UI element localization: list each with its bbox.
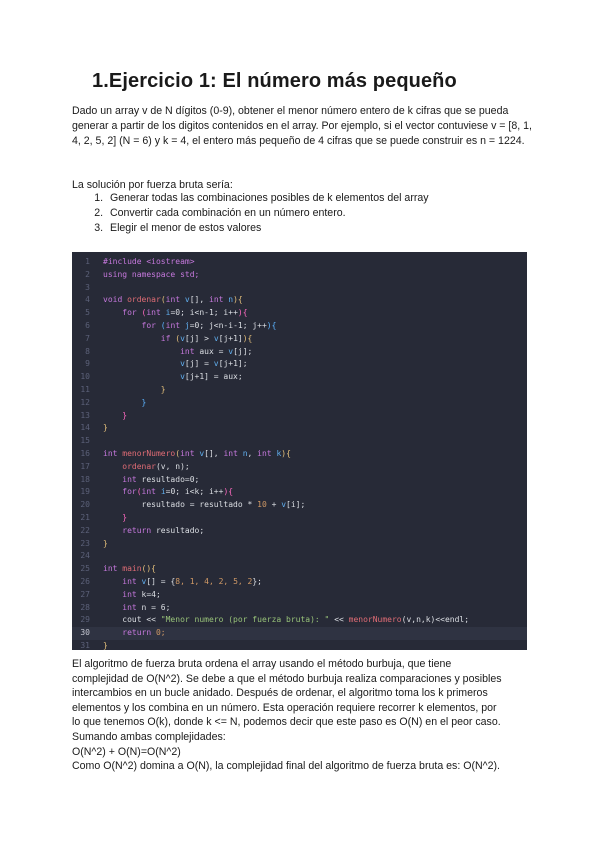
code-token: } [103,538,108,548]
analysis-line: El algoritmo de fuerza bruta ordena el array usando el método burbuja, que tiene [72,658,452,670]
code-text [103,346,252,359]
line-number: 4 [85,295,90,305]
code-token: v [213,359,219,369]
code-text [103,640,108,650]
code-line [72,602,527,615]
code-text [103,538,108,551]
code-token: =0; i<n-1; i++ [170,308,238,318]
code-token: 8, 1, 4, 2, 5, 2 [175,576,253,586]
code-line [72,384,527,397]
code-line [72,435,527,448]
code-token: ( [160,320,166,330]
code-token: i [165,308,171,318]
line-number: 21 [80,512,90,522]
line-number: 2 [85,269,90,279]
code-token: (v,n,k)<<endl; [401,615,470,625]
code-text [103,371,243,384]
code-line [72,640,527,650]
code-token: + [266,500,282,510]
code-token: #include <iostream> [103,257,195,266]
code-token: int [180,448,200,458]
code-token: n [228,295,234,305]
code-line [72,512,527,525]
code-token: using namespace std; [103,269,200,279]
code-token: int [103,576,142,586]
code-text [103,269,199,282]
analysis-line: O(N^2) + O(N)=O(N^2) [72,745,181,758]
line-number: 17 [80,461,90,471]
code-token: return [103,628,156,638]
code-line [72,614,527,627]
code-token: ( [141,308,147,318]
code-token: ){ [281,448,291,458]
code-token: } [103,384,166,394]
code-token: (v, n); [155,461,190,471]
code-token: =0; i<k; i++ [165,487,224,497]
code-token: ( [175,333,181,343]
code-line [72,371,527,384]
analysis-line: Sumando ambas complejidades: [72,730,226,743]
line-number: 27 [80,589,90,599]
code-token: ){ [242,333,253,343]
code-token: resultado; [155,525,205,535]
code-line [72,358,527,371]
analysis-line: Como O(N^2) domina a O(N), la complejidad final del algoritmo de fuerza bruta es: O(N^2). [72,760,500,773]
code-token: void [103,295,128,305]
line-number: 19 [80,487,90,497]
code-token: v [141,576,147,586]
code-text [103,397,146,410]
analysis-line: complejidad de O(N^2). Se debe a que el método burbuja realiza comparaciones y posibles [72,672,502,685]
code-token: for [103,320,161,330]
code-token: } [103,640,108,650]
code-token: ( [160,295,166,305]
code-token: if [103,333,176,343]
steps-list [88,191,429,236]
code-token: resultado=0; [141,474,200,484]
code-token: cout << [103,615,161,625]
code-token: int [103,346,200,356]
code-token: [j+1] [218,333,243,343]
code-token: v [103,372,185,382]
code-line [72,550,527,563]
code-token: v [228,346,234,356]
code-line [72,525,527,538]
code-token: int [257,448,277,458]
code-token: [j+1] = aux; [184,372,243,382]
code-text [103,499,305,512]
code-line [72,256,527,269]
line-number: 7 [85,333,90,343]
code-token: ( [136,487,142,497]
code-token: [] = { [146,576,176,586]
code-screenshot [72,252,527,650]
line-number: 16 [80,448,90,458]
analysis-line: intercambios en un bucle anidado. Después de ordenar, el algoritmo toma los k primeros [72,687,488,700]
code-line [72,307,527,320]
line-number: 25 [80,564,90,574]
code-token: int [103,474,142,484]
line-number: 6 [85,320,90,330]
code-token: [j]; [233,346,253,356]
code-token: [j+1]; [218,359,248,369]
code-text [103,384,166,397]
code-token: } [103,410,128,420]
code-token: 10 [257,500,267,510]
solution-intro: La solución por fuerza bruta sería: [72,179,233,191]
code-line [72,576,527,589]
code-text [103,422,108,435]
code-text [103,627,166,640]
line-number: 18 [80,474,90,484]
code-token: v [180,333,185,343]
code-token: resultado = resultado * [103,500,258,510]
line-number: 10 [80,372,90,382]
code-line [72,499,527,512]
code-text [103,307,248,320]
code-token: ordenar [127,295,161,305]
code-token: }; [252,576,262,586]
code-text [103,448,291,461]
code-token: menorNumero [122,448,176,458]
code-line [72,474,527,487]
line-number: 30 [80,628,90,638]
code-token: n [242,448,248,458]
line-number: 5 [85,308,90,318]
line-number: 22 [80,525,90,535]
line-number: 9 [85,359,90,369]
code-token: v [199,448,205,458]
analysis-line: lo que tenemos O(k), donde k <= N, podemos decir que este paso es O(N) en el peor caso. [72,716,501,729]
code-token: menorNumero [348,615,402,625]
code-token: ){ [266,320,277,330]
step-item: 3. Elegir el menor de estos valores [106,221,429,236]
code-line [72,282,527,295]
line-number: 24 [80,551,90,561]
code-token: } [103,512,128,522]
code-line [72,397,527,410]
code-text [103,294,243,307]
code-line [72,294,527,307]
step-item: 2. Convertir cada combinación en un número entero. [106,206,429,221]
line-number: 12 [80,397,90,407]
code-token: [j] > [184,333,214,343]
code-text [103,576,262,589]
code-token: (){ [141,564,156,574]
code-text [103,333,252,346]
code-token: int [103,602,142,612]
code-token: int [146,308,166,318]
code-token: =0; j<n-i-1; j++ [189,320,267,330]
code-token: ordenar [103,461,156,471]
code-token: } [103,423,108,433]
line-number: 3 [85,282,90,292]
code-token: int [209,295,229,305]
code-line [72,486,527,499]
code-token: "Menor numero (por fuerza bruta): " [160,615,330,625]
code-token: k [276,448,282,458]
code-token: v [213,333,219,343]
code-token: 0; [155,628,166,638]
line-number: 29 [80,615,90,625]
code-text [103,614,469,627]
code-line [72,422,527,435]
code-token: v [103,359,185,369]
code-line [72,589,527,602]
code-token: aux = [199,346,229,356]
code-token: [j] = [184,359,214,369]
line-number: 31 [80,640,90,650]
code-line [72,461,527,474]
code-token: main [122,564,142,574]
step-item: 1. Generar todas las combinaciones posibles de k elementos del array [106,191,429,206]
line-number: 11 [80,384,90,394]
code-token: i [160,487,166,497]
code-text [103,410,127,423]
code-line [72,320,527,333]
code-token: ( [175,448,181,458]
code-text [103,589,161,602]
code-token: n = 6; [141,602,171,612]
code-text [103,320,276,333]
code-token: int [103,564,123,574]
code-token: } [103,397,147,407]
line-number: 20 [80,500,90,510]
code-token: ){ [237,308,248,318]
code-text [103,474,199,487]
code-token: [], [189,295,209,305]
code-line [72,333,527,346]
code-line [72,410,527,423]
code-token: for [103,487,137,497]
line-number: 8 [85,346,90,356]
code-line [72,269,527,282]
line-number: 23 [80,538,90,548]
code-text [103,512,127,525]
code-text [103,358,248,371]
code-token: int [141,487,161,497]
code-token: k=4; [141,589,161,599]
analysis-paragraph [72,657,532,774]
code-text [103,602,170,615]
code-token: j [184,320,190,330]
line-number: 15 [80,436,90,446]
code-token: for [103,308,142,318]
code-line [72,448,527,461]
code-token: v [281,500,287,510]
code-token: v [184,295,190,305]
code-text [103,486,233,499]
code-token: int [165,320,185,330]
code-token: int [223,448,243,458]
line-number: 1 [85,257,90,266]
code-token: [], [204,448,224,458]
code-text [103,525,204,538]
code-line [72,627,527,640]
code-token: return [103,525,156,535]
code-line [72,346,527,359]
code-token: ){ [223,487,234,497]
line-number: 28 [80,602,90,612]
code-token: [i]; [286,500,306,510]
code-text [103,563,156,576]
code-token: , [247,448,258,458]
code-token: int [103,589,142,599]
code-token: << [329,615,349,625]
intro-paragraph: Dado un array v de N dígitos (0-9), obtener el menor número entero de k cifras que se pueda generar a partir de los digitos contenidos en el array. Por ejemplo, si el vector contuviese v = [8, 1, 4, 2, 5, 2] (N = 6) y k = 4, el entero más pequeño de 4 cifras que se puede construir es n = 1224. [72,105,532,147]
page-title: 1.Ejercicio 1: El número más pequeño [92,70,457,92]
line-number: 26 [80,576,90,586]
code-token: int [165,295,185,305]
line-number: 14 [80,423,90,433]
code-text [103,461,190,474]
code-text [103,256,195,269]
code-token: ){ [233,295,243,305]
code-line [72,538,527,551]
analysis-line: elementos y los combina en un número. Esta operación requiere recorrer k elementos, por [72,701,497,714]
code-token: int [103,448,123,458]
line-number: 13 [80,410,90,420]
code-line [72,563,527,576]
